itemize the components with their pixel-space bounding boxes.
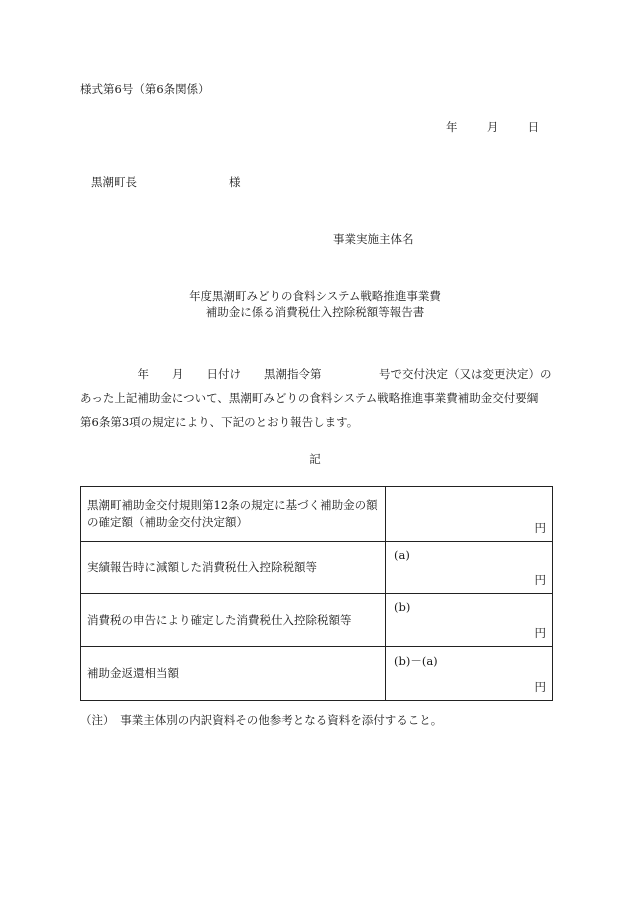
yen-unit: 円 — [534, 626, 546, 640]
date-year: 年 — [446, 120, 458, 134]
table-row — [81, 542, 553, 594]
amount-cell[interactable] — [386, 487, 553, 542]
body-line-1: 年 月 日付け 黒潮指令第 号で交付決定（又は変更決定）の — [80, 367, 552, 381]
date-day: 日 — [527, 120, 540, 134]
yen-unit: 円 — [534, 521, 546, 535]
form-number: 様式第6号（第6条関係） — [80, 82, 210, 96]
amount-mark: (b) — [394, 600, 411, 614]
date-month: 月 — [486, 120, 499, 134]
body-line-3: 第6条第3項の規定により、下記のとおり報告します。 — [80, 415, 359, 429]
date-line — [446, 119, 539, 135]
document-title — [0, 288, 630, 320]
amount-mark: (b)－(a) — [394, 654, 438, 668]
report-table — [80, 486, 553, 701]
body-text — [80, 362, 556, 434]
body-line-2: あった上記補助金について、黒潮町みどりの食料システム戦略推進事業費補助金交付要綱 — [80, 391, 539, 405]
yen-unit: 円 — [534, 573, 546, 587]
amount-cell[interactable] — [386, 647, 553, 701]
amount-cell[interactable] — [386, 542, 553, 594]
applicant-org-label: 事業実施主体名 — [333, 232, 414, 246]
yen-unit: 円 — [534, 680, 546, 694]
amount-mark: (a) — [394, 548, 410, 562]
row-label: 黒潮町補助金交付規則第12条の規定に基づく補助金の額の確定額（補助金交付決定額） — [81, 487, 386, 542]
row-label: 実績報告時に減額した消費税仕入控除税額等 — [81, 542, 386, 594]
table-row — [81, 487, 553, 542]
row-label: 消費税の申告により確定した消費税仕入控除税額等 — [81, 594, 386, 647]
title-line-1: 年度黒潮町みどりの食料システム戦略推進事業費 — [189, 289, 441, 303]
ki-heading: 記 — [309, 452, 321, 466]
amount-cell[interactable] — [386, 594, 553, 647]
table-row — [81, 594, 553, 647]
footnote: （注） 事業主体別の内訳資料その他参考となる資料を添付すること。 — [80, 713, 443, 727]
addressee — [91, 174, 241, 190]
title-line-2: 補助金に係る消費税仕入控除税額等報告書 — [205, 305, 425, 319]
addressee-honorific: 様 — [229, 175, 241, 189]
addressee-name: 黒潮町長 — [91, 175, 137, 189]
table-row — [81, 647, 553, 701]
row-label: 補助金返還相当額 — [81, 647, 386, 701]
